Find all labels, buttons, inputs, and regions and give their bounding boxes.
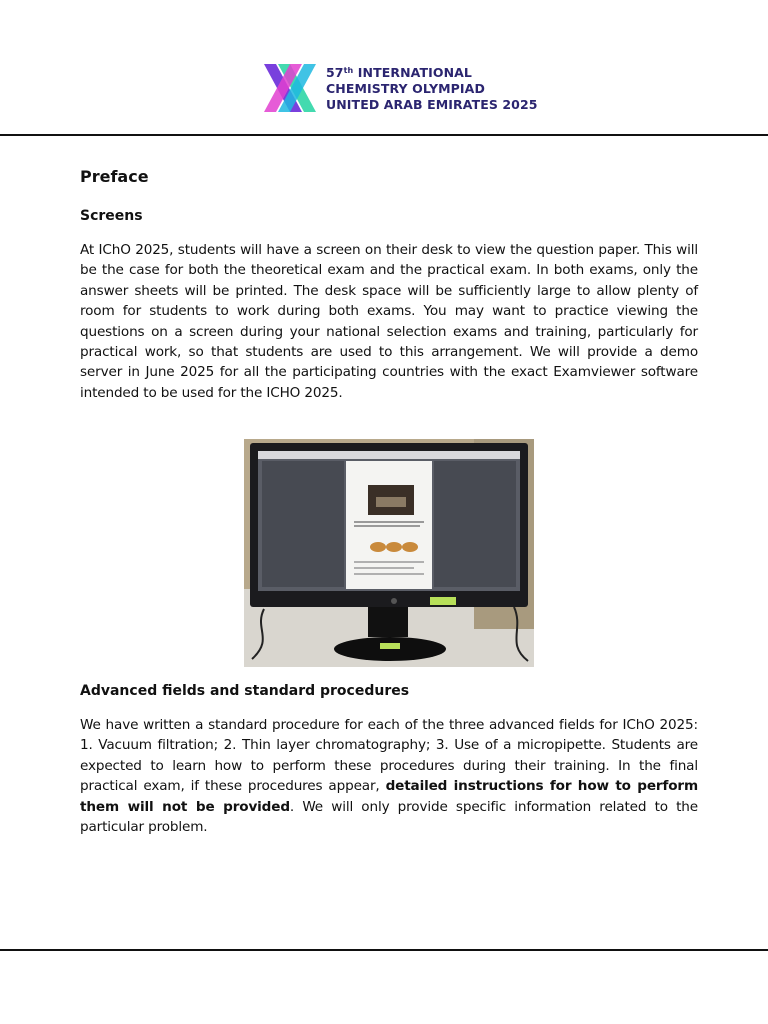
logo-line-2: CHEMISTRY OLYMPIAD xyxy=(326,81,485,96)
logo-line-3: UNITED ARAB EMIRATES 2025 xyxy=(326,97,538,112)
header-divider xyxy=(0,134,768,136)
icho-logo-icon xyxy=(262,62,318,114)
exam-screen-photo xyxy=(244,439,534,667)
section-heading-advanced-fields: Advanced fields and standard procedures xyxy=(80,683,410,699)
logo-line-1: 57th INTERNATIONAL xyxy=(326,65,472,80)
paragraph-screens: At IChO 2025, students will have a screen on their desk to view the question paper. This will be the case for both the theoretical exam and the practical exam. In both exams, only the answer sheets will be printed. The desk space will be sufficiently large to allow plenty of room for students to work during both exams. You may want to practice viewing the questions on a screen during your national selection exams and training, particularly for practical work, so that students are used to this arrangement. We will provide a demo server in June 2025 for all the participating countries with the exact Examviewer software intended to be used for the ICHO 2025. xyxy=(80,242,698,401)
page-title: Preface xyxy=(80,167,149,186)
olympiad-title xyxy=(326,65,538,113)
page-content xyxy=(80,166,698,836)
bold-emphasis: detailed instructions for how to perform them will not be provided xyxy=(80,778,698,815)
page-header xyxy=(0,0,768,134)
footer-divider xyxy=(0,949,768,951)
section-heading-screens: Screens xyxy=(80,208,143,224)
paragraph-advanced-fields: We have written a standard procedure for each of the three advanced fields for IChO 2025: 1. Vacuum filtration; 2. Thin layer chromatography; 3. Use of a micropipette. Students are expected to learn how to perform these procedures during their training. In the final practical exam, if these procedures appear, detailed instructions for how to perform them will not be provided. We will only provide specific information related to the particular problem. xyxy=(80,717,698,836)
